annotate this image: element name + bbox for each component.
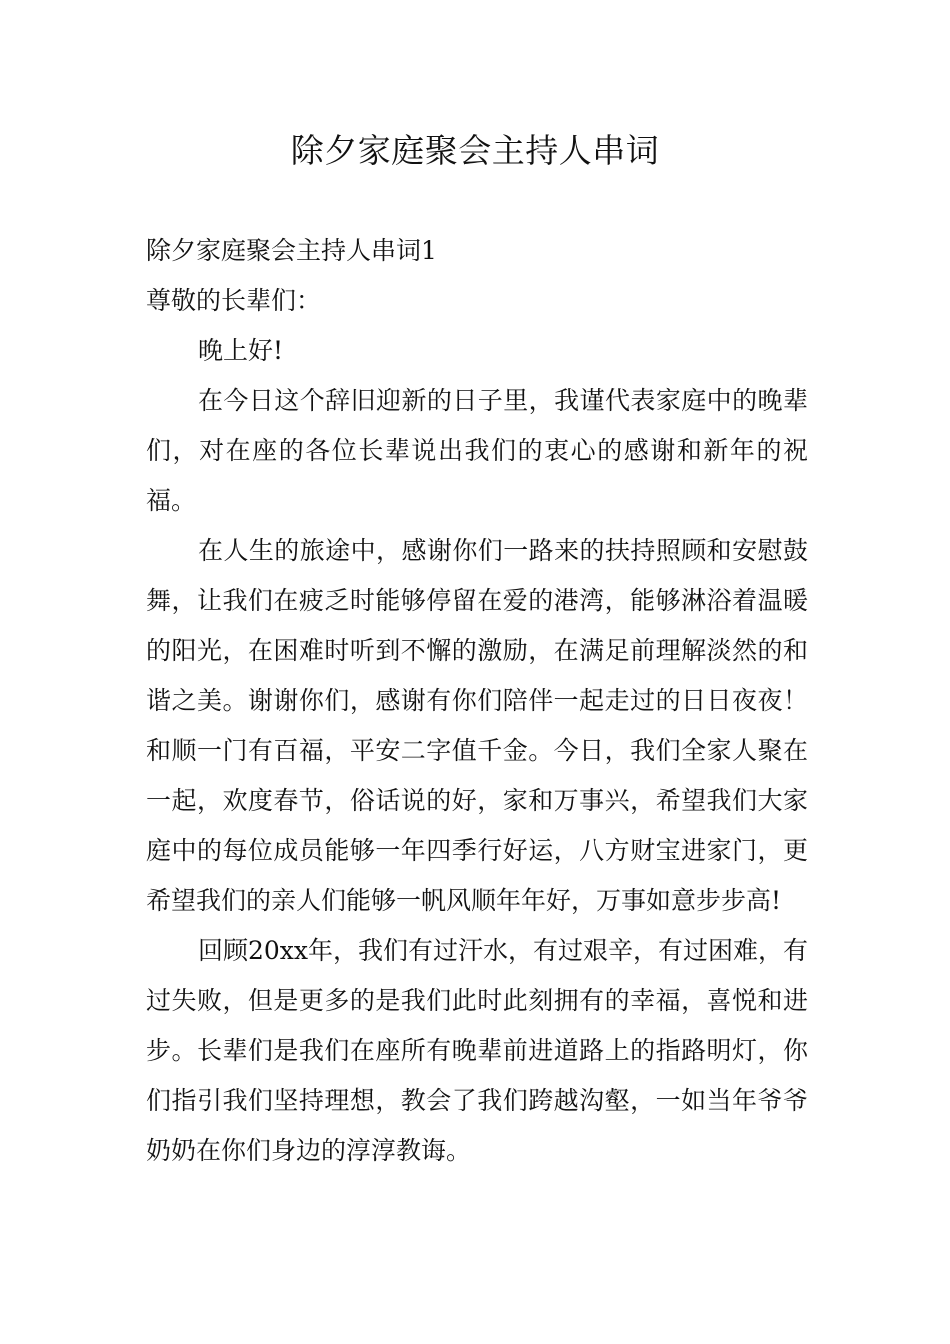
greeting: 晚上好!: [198, 336, 284, 365]
document-body: [146, 226, 808, 1176]
paragraph-2: 在人生的旅途中，感谢你们一路来的扶持照顾和安慰鼓舞，让我们在疲乏时能够停留在爱的港湾，能够淋浴着温暖的阳光，在困难时听到不懈的激励，在满足前理解淡然的和谐之美。谢谢你们，感谢有你们陪伴一起走过的日日夜夜！和顺一门有百福，平安二字值千金。今日，我们全家人聚在一起，欢度春节，俗话说的好，家和万事兴，希望我们大家庭中的每位成员能够一年四季行好运，八方财宝进家门，更希望我们的亲人们能够一帆风顺年年好，万事如意步步高!: [146, 536, 808, 915]
salutation: 尊敬的长辈们：: [146, 286, 322, 315]
document-title: 除夕家庭聚会主持人串词: [290, 131, 660, 170]
paragraph-1: 在今日这个辞旧迎新的日子里，我谨代表家庭中的晚辈们，对在座的各位长辈说出我们的衷心的感谢和新年的祝福。: [146, 386, 808, 515]
paragraph-3: 回顾20xx年，我们有过汗水，有过艰辛，有过困难，有过失败，但是更多的是我们此时此刻拥有的幸福，喜悦和进步。长辈们是我们在座所有晚辈前进道路上的指路明灯，你们指引我们坚持理想，教会了我们跨越沟壑，一如当年爷爷奶奶在你们身边的淳淳教诲。: [146, 936, 809, 1165]
section-heading: 除夕家庭聚会主持人串词1: [146, 236, 437, 265]
